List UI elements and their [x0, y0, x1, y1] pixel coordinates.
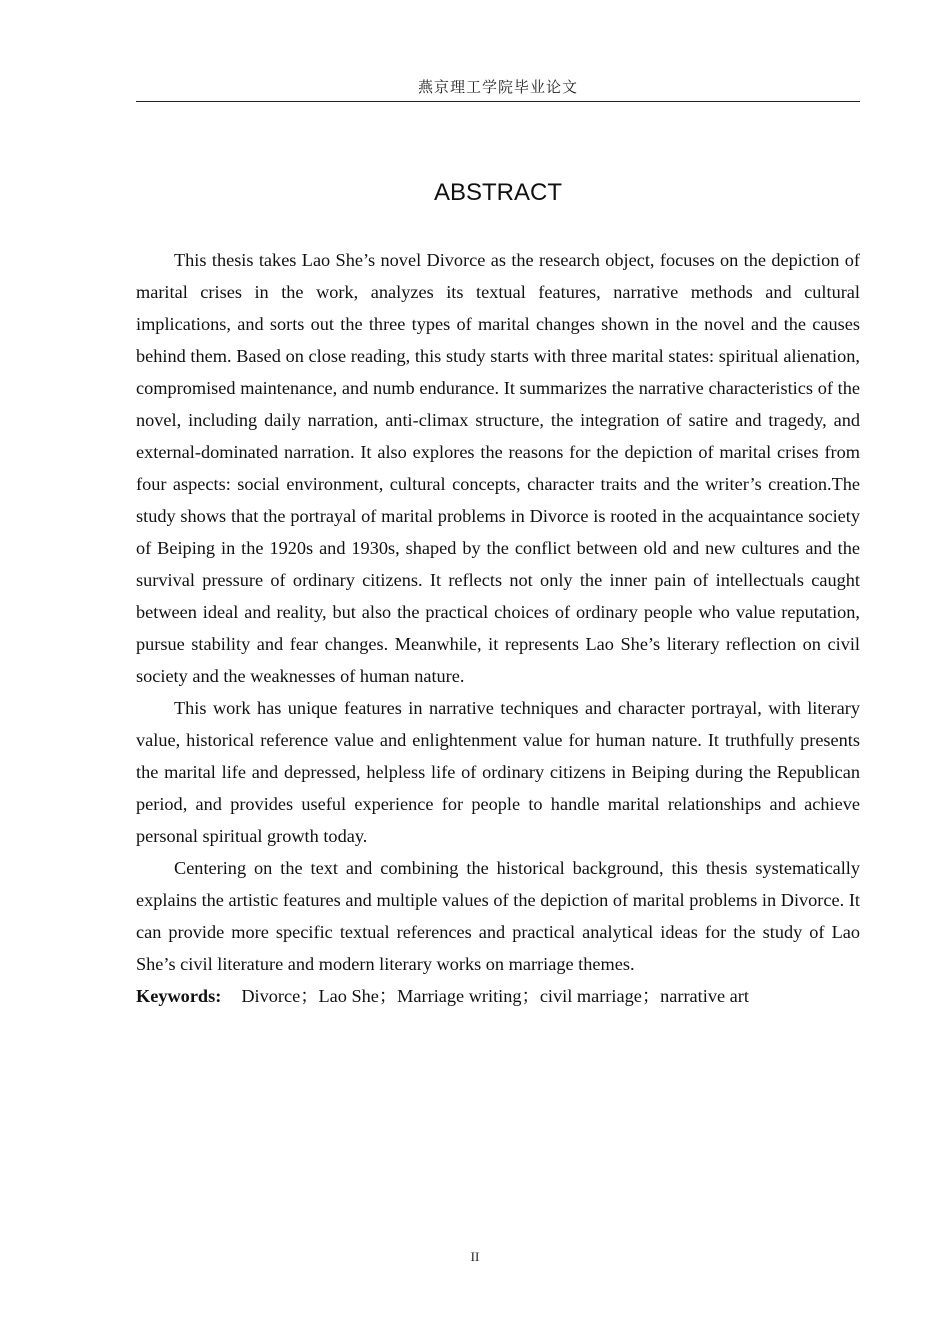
- page-header: [136, 74, 860, 102]
- abstract-paragraph: This work has unique features in narrative techniques and character portrayal, with literary value, historical reference value and enlightenment value for human nature. It truthfully presents the marital life and depressed, helpless life of ordinary citizens in Beiping during the Republican period, and provides useful experience for people to handle marital relationships and achieve personal spiritual growth today.: [136, 698, 860, 846]
- abstract-paragraph: Centering on the text and combining the historical background, this thesis systematically explains the artistic features and multiple values of the depiction of marital problems in Divorce. It can provide more specific textual references and practical analytical ideas for the study of Lao She’s civil literature and modern literary works on marriage themes.: [136, 858, 860, 974]
- keywords-line: [136, 980, 860, 1012]
- keywords-text: Divorce；Lao She；Marriage writing；civil marriage；narrative art: [241, 986, 749, 1006]
- keywords-label: Keywords:: [136, 986, 222, 1006]
- abstract-title: ABSTRACT: [433, 179, 562, 206]
- abstract-body: [136, 244, 860, 1012]
- header-institution: 燕京理工学院毕业论文: [417, 78, 578, 96]
- abstract-paragraph: This thesis takes Lao She’s novel Divorce as the research object, focuses on the depiction of marital crises in the work, analyzes its textual features, narrative methods and cultural implications, and sorts out the three types of marital changes shown in the novel and the causes behind them. Based on close reading, this study starts with three marital states: spiritual alienation, compromised maintenance, and numb endurance. It summarizes the narrative characteristics of the novel, including daily narration, anti-climax structure, the integration of satire and tragedy, and external-dominated narration. It also explores the reasons for the depiction of marital crises from four aspects: social environment, cultural concepts, character traits and the writer’s creation.The study shows that the portrayal of marital problems in Divorce is rooted in the acquaintance society of Beiping in the 1920s and 1930s, shaped by the conflict between old and new cultures and the survival pressure of ordinary citizens. It reflects not only the inner pain of intellectuals caught between ideal and reality, but also the practical choices of ordinary people who value reputation, pursue stability and fear changes. Meanwhile, it represents Lao She’s literary reflection on civil society and the weaknesses of human nature.: [136, 250, 860, 686]
- page-number: II: [470, 1249, 480, 1264]
